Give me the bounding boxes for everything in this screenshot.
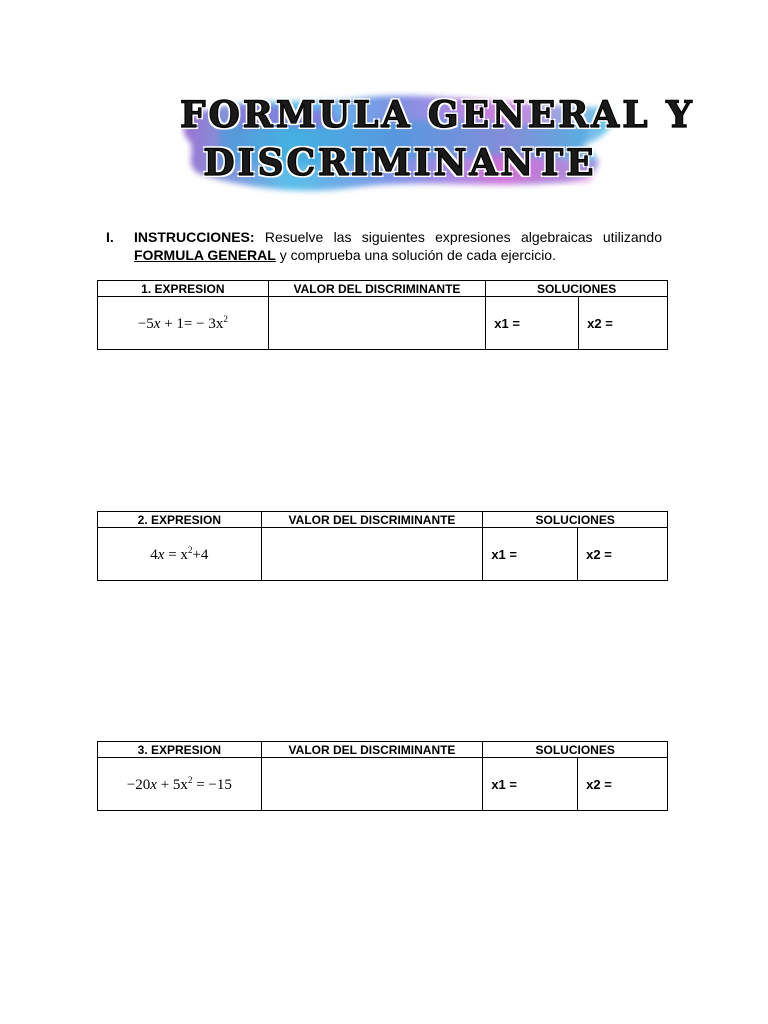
title-banner	[180, 86, 695, 198]
x2-answer-cell[interactable]: x2 =	[578, 528, 668, 581]
instructions-emphasis: FORMULA GENERAL	[134, 247, 276, 263]
discriminant-answer-cell[interactable]	[261, 528, 483, 581]
discriminant-answer-cell[interactable]	[261, 758, 483, 811]
instructions-text-2: y comprueba una solución de cada ejercicio.	[279, 247, 556, 263]
discriminant-header: VALOR DEL DISCRIMINANTE	[261, 512, 483, 528]
expression-header: 3. EXPRESION	[98, 742, 262, 758]
expression-cell: $-5x + 1= - 3x^2$	[98, 297, 269, 350]
solutions-header: SOLUCIONES	[483, 742, 668, 758]
instructions-text-1: Resuelve las siguientes expresiones algebraicas utilizando	[264, 229, 663, 245]
section-number: I.	[106, 229, 114, 245]
expression-header: 1. EXPRESION	[98, 281, 269, 297]
solutions-header: SOLUCIONES	[486, 281, 668, 297]
x1-answer-cell[interactable]: x1 =	[483, 758, 578, 811]
expression-header: 2. EXPRESION	[98, 512, 262, 528]
instructions-label: INSTRUCCIONES:	[134, 229, 255, 245]
discriminant-header: VALOR DEL DISCRIMINANTE	[268, 281, 486, 297]
title-line-2: DISCRIMINANTE	[203, 142, 597, 184]
exercise-table-2	[97, 511, 668, 581]
x1-answer-cell[interactable]: x1 =	[486, 297, 579, 350]
discriminant-answer-cell[interactable]	[268, 297, 486, 350]
instructions-text	[134, 228, 662, 264]
exercise-table-1	[97, 280, 668, 350]
instructions-block	[106, 228, 662, 264]
x2-answer-cell[interactable]: x2 =	[578, 758, 668, 811]
discriminant-header: VALOR DEL DISCRIMINANTE	[261, 742, 483, 758]
exercise-table-3	[97, 741, 668, 811]
x1-answer-cell[interactable]: x1 =	[483, 528, 578, 581]
expression-cell: $4x = x^2+4$	[98, 528, 262, 581]
x2-answer-cell[interactable]: x2 =	[579, 297, 668, 350]
solutions-header: SOLUCIONES	[483, 512, 668, 528]
title-line-1: FORMULA GENERAL Y	[180, 94, 695, 136]
expression-cell: $-20x + 5x^2 = -15$	[98, 758, 262, 811]
